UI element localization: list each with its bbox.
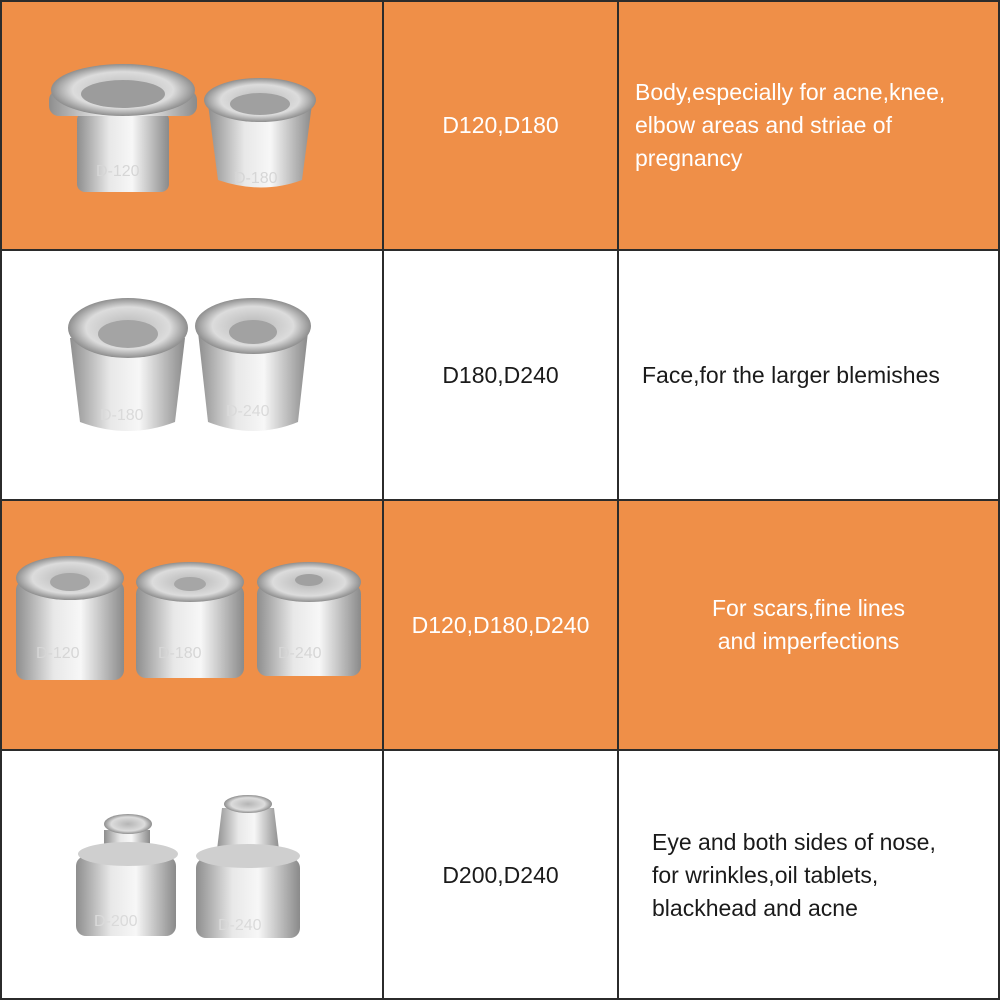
model-numbers: D200,D240 — [442, 861, 559, 888]
usage-line: elbow areas and striae of — [635, 111, 892, 138]
diamond-tips-image — [0, 500, 383, 750]
tip-d240 — [196, 795, 300, 938]
tip-d120 — [16, 556, 124, 680]
model-cell — [383, 250, 618, 500]
usage-line: Face,for the larger blemishes — [642, 361, 940, 388]
diamond-tips-image — [0, 250, 383, 500]
tip-image-cell — [0, 500, 383, 750]
tip-engraving: D-180 — [158, 645, 202, 662]
tip-engraving: D-200 — [94, 913, 138, 930]
tip-d180 — [204, 78, 316, 188]
table-border — [0, 0, 2, 1000]
model-numbers: D120,D180 — [442, 111, 559, 138]
tip-engraving: D-120 — [96, 163, 140, 180]
model-numbers: D180,D240 — [442, 361, 559, 388]
tip-engraving: D-120 — [36, 645, 80, 662]
model-cell — [383, 0, 618, 250]
tip-d120 — [49, 64, 197, 192]
table-border — [0, 499, 1000, 501]
usage-line: for wrinkles,oil tablets, — [652, 861, 879, 888]
model-cell — [383, 750, 618, 1000]
table-row — [0, 500, 1000, 750]
usage-line: For scars,fine lines — [711, 595, 905, 621]
usage-cell — [618, 250, 1000, 500]
table-row — [0, 250, 1000, 500]
tip-image-cell — [0, 0, 383, 250]
model-numbers: D120,D180,D240 — [411, 611, 590, 638]
usage-line: and imperfections — [717, 628, 900, 654]
usage-line: Body,especially for acne,knee, — [635, 78, 946, 105]
tip-d180 — [68, 298, 188, 431]
tip-d240 — [257, 562, 361, 676]
tip-image-cell — [0, 750, 383, 1000]
table-border — [617, 0, 619, 1000]
usage-cell — [618, 750, 1000, 1000]
diamond-tips-image — [0, 750, 383, 1000]
tip-d200 — [76, 814, 178, 936]
tip-image-cell — [0, 250, 383, 500]
usage-line: pregnancy — [635, 144, 743, 171]
diamond-tips-image — [0, 0, 383, 250]
usage-line: blackhead and acne — [652, 894, 858, 921]
table-border — [0, 0, 1000, 2]
tip-engraving: D-240 — [226, 403, 270, 420]
usage-text — [618, 359, 1000, 392]
table-row — [0, 0, 1000, 250]
tip-engraving: D-240 — [278, 645, 322, 662]
usage-text — [618, 76, 1000, 175]
tip-engraving: D-240 — [218, 917, 262, 934]
table-border — [0, 249, 1000, 251]
model-cell — [383, 500, 618, 750]
usage-text — [618, 826, 1000, 925]
tip-d180 — [136, 562, 244, 678]
table-border — [382, 0, 384, 1000]
table-row — [0, 750, 1000, 1000]
usage-text — [618, 592, 1000, 658]
usage-cell — [618, 0, 1000, 250]
table-border — [0, 749, 1000, 751]
usage-line: Eye and both sides of nose, — [652, 828, 936, 855]
tip-d240 — [195, 298, 311, 431]
tip-engraving: D-180 — [234, 170, 278, 187]
usage-cell — [618, 500, 1000, 750]
tip-engraving: D-180 — [100, 407, 144, 424]
